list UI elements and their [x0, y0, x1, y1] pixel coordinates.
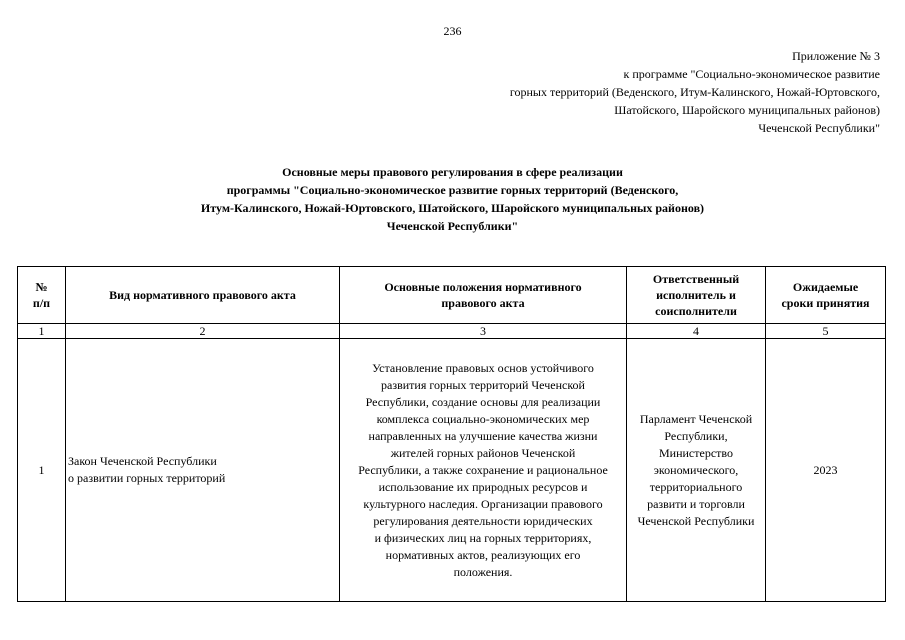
column-number: 2 [66, 324, 340, 339]
appendix-line: Шатойского, Шаройского муниципальных районов) [614, 103, 880, 117]
header-provisions: Основные положения нормативного правового акта [340, 267, 627, 324]
column-number: 4 [627, 324, 766, 339]
header-act-type: Вид нормативного правового акта [66, 267, 340, 324]
appendix-note [510, 47, 880, 137]
header-number: № п/п [18, 267, 66, 324]
appendix-line: Приложение № 3 [792, 49, 880, 63]
row-number: 1 [18, 339, 66, 602]
row-deadline: 2023 [766, 339, 886, 602]
appendix-line: Чеченской Республики" [758, 121, 880, 135]
table-row [18, 339, 886, 602]
column-number: 1 [18, 324, 66, 339]
column-number: 5 [766, 324, 886, 339]
page-number: 236 [443, 24, 462, 38]
title-line: Основные меры правового регулирования в сфере реализации [282, 165, 623, 179]
row-provisions: Установление правовых основ устойчивого развития горных территорий Чеченской Республики, создание основы для реализации комплекса социально-экономических мер направленных на улучшение качества жизни жителей горных районов Чеченской Республики, а также сохранение и рациональное использование их природных ресурсов и культурного наследия. Организации правового регулирования деятельности юридических и физических лиц на горных территориях, нормативных актов, реализующих его положения. [340, 339, 627, 602]
row-responsible: Парламент Чеченской Республики, Министерство экономического, территориального развити и торговли Чеченской Республики [627, 339, 766, 602]
title-line: Чеченской Республики" [386, 219, 519, 233]
appendix-line: к программе "Социально-экономическое развитие [623, 67, 880, 81]
measures-table [17, 266, 886, 602]
table-header-row [18, 267, 886, 324]
header-responsible: Ответственный исполнитель и соисполнители [627, 267, 766, 324]
title-line: программы "Социально-экономическое развитие горных территорий (Веденского, [226, 183, 679, 197]
column-number: 3 [340, 324, 627, 339]
appendix-line: горных территорий (Веденского, Итум-Калинского, Ножай-Юртовского, [509, 85, 880, 99]
title-line: Итум-Калинского, Ножай-Юртовского, Шатойского, Шаройского муниципальных районов) [200, 201, 705, 215]
column-number-row [18, 324, 886, 339]
row-act-type: Закон Чеченской Республики о развитии горных территорий [66, 339, 340, 602]
header-deadline: Ожидаемые сроки принятия [766, 267, 886, 324]
document-title [0, 163, 905, 235]
